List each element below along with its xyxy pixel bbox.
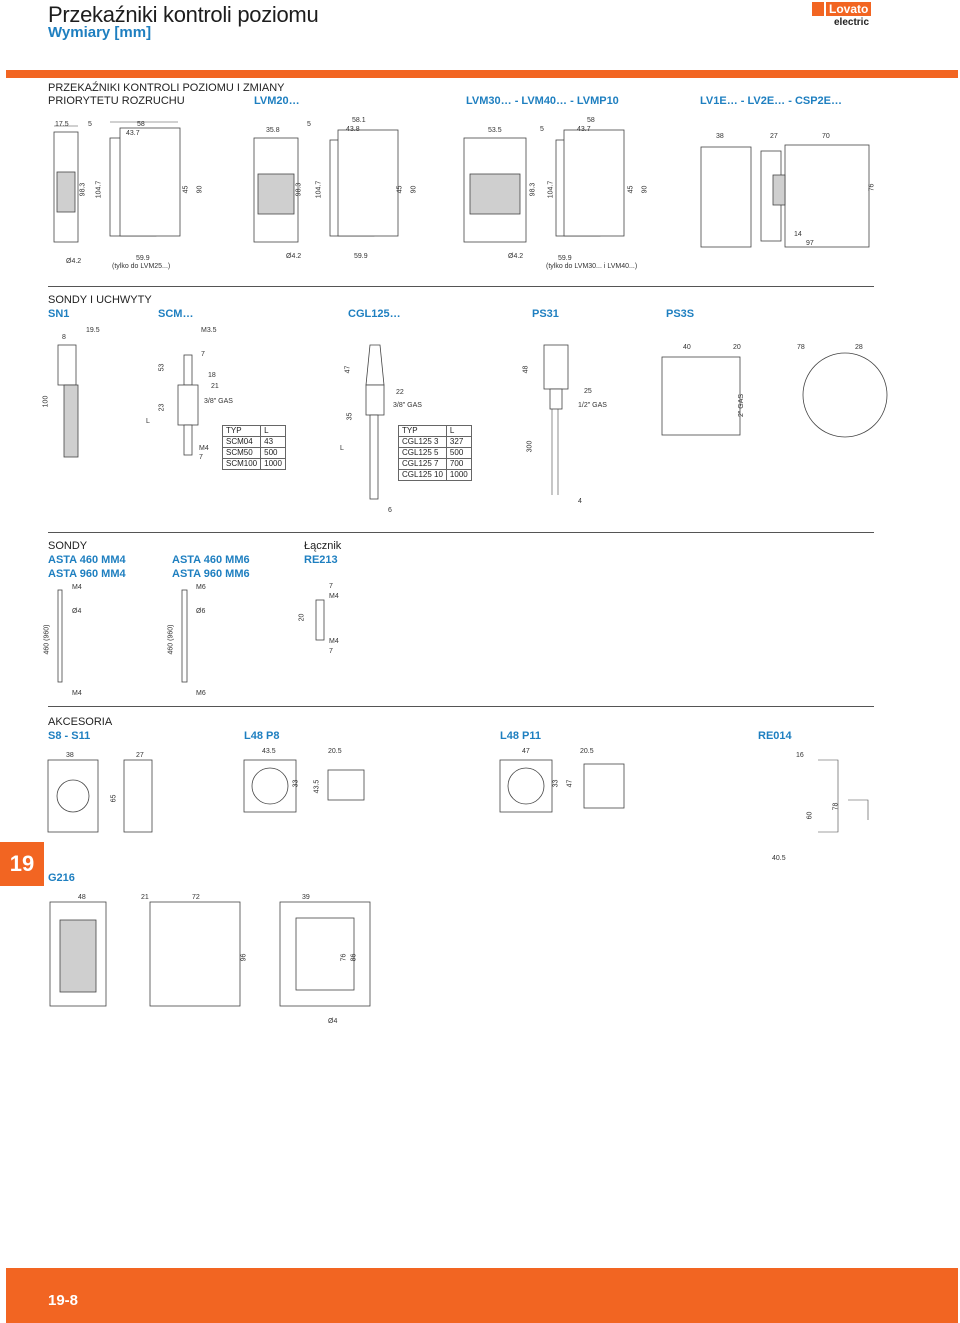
table-cell: 500 [446,448,471,459]
lvm20-module-drawing [250,118,430,278]
page-title: Przekaźniki kontroli poziomu [48,2,319,27]
chapter-tab: 19 [0,842,44,886]
label-lvm30: LVM30… - LVM40… - LVMP10 [466,95,619,107]
dim: 33 [552,779,560,788]
table-row [399,448,472,459]
dim: (tylko do LVM30... i LVM40...) [546,263,638,270]
table-header: TYP [223,426,261,437]
dim: 39 [302,894,310,901]
label-scm: SCM… [158,308,194,320]
dim: 21 [211,383,219,390]
dim: 96 [240,953,248,962]
dim: 53 [158,363,166,372]
dim: 27 [770,133,778,140]
dim: 76 [868,183,876,192]
section1-title-line1: PRZEKAŹNIKI KONTROLI POZIOMU I ZMIANY [48,82,285,94]
dim: 78 [797,344,805,351]
dim: 19.5 [86,327,100,334]
dim: 48 [522,365,530,374]
dim: Ø6 [196,608,206,615]
dim: 58.1 [352,117,366,124]
divider [48,706,874,707]
dim: 23 [158,403,166,412]
dim: 43.8 [346,126,360,133]
dim: 43.7 [126,130,140,137]
divider [48,532,874,533]
dim: 90 [196,185,204,194]
label-s8: S8 - S11 [48,730,91,742]
dim: 45 [182,185,190,194]
dim: 38 [716,133,724,140]
dim: M4 [72,584,82,591]
connector-title: Łącznik [304,540,342,552]
dim: L [146,418,150,425]
label-sn1: SN1 [48,308,70,320]
dim: 27 [136,752,144,759]
dim: 460 (960) [43,624,51,655]
table-row [223,448,286,459]
dim: 20.5 [328,748,342,755]
dim: 59.9 [558,255,572,262]
label-lvm20: LVM20… [254,95,300,107]
label-cgl125: CGL125… [348,308,401,320]
dim: 22 [396,389,404,396]
dim: 7 [199,454,203,461]
table-row [223,459,286,470]
dim: 97 [806,240,814,247]
section3-title: SONDY [48,540,88,552]
table-cell: 500 [261,448,286,459]
dim: (tylko do LVM25...) [112,263,171,270]
dim: 58 [587,117,595,124]
dim: 48 [78,894,86,901]
table-cell: SCM100 [223,459,261,470]
dim: 5 [540,126,544,133]
table-cell: SCM50 [223,448,261,459]
table-row [399,459,472,470]
dim: 65 [110,794,118,803]
dim: M6 [196,690,206,697]
header-bar [6,70,958,78]
dim: 7 [329,648,333,655]
scm-table [222,425,286,470]
dim: 5 [307,121,311,128]
dim: 1/2" GAS [578,402,607,409]
table-cell: CGL125 5 [399,448,447,459]
dim: 6 [388,507,392,514]
logo-square-icon [812,2,824,16]
dim: 38 [66,752,74,759]
dim: 43.5 [262,748,276,755]
dim: 98.3 [529,182,537,197]
label-ps3s: PS3S [666,308,695,320]
dim: 35 [346,412,354,421]
lvm30-drawing [460,118,660,278]
dim: 40.5 [772,855,786,862]
dim: 47 [566,779,574,788]
lv1e-drawing [695,125,895,245]
probe-label: ASTA 960 MM4 [48,568,126,580]
dim: 17.5 [55,121,69,128]
dim: 98.3 [295,182,303,197]
probes-drawing [50,345,930,515]
label-ps31: PS31 [532,308,559,320]
label-l48p8: L48 P8 [244,730,280,742]
dim: 104.7 [95,180,103,199]
dim: 40 [683,344,691,351]
dim: Ø4 [328,1018,338,1025]
logo-brand: Lovato [826,2,871,16]
table-row [399,470,472,481]
dim: 86 [350,953,358,962]
table-row [223,437,286,448]
dim: 20.5 [580,748,594,755]
dim: 28 [855,344,863,351]
dim: 43.7 [577,126,591,133]
dim: 20 [733,344,741,351]
dim: 43.5 [313,779,321,794]
dim: 14 [794,231,802,238]
dim: 70 [822,133,830,140]
lovato-logo [812,2,876,28]
dim: Ø4.2 [286,253,302,260]
section2-title: SONDY I UCHWYTY [48,294,152,306]
dim: M6 [196,584,206,591]
dim: 25 [584,388,592,395]
dim: 58 [137,121,145,128]
table-cell: 43 [261,437,286,448]
table-cell: CGL125 7 [399,459,447,470]
rods-drawing [50,590,350,690]
probe-label: ASTA 460 MM4 [48,554,126,566]
table-header: L [261,426,286,437]
connector-label: RE213 [304,554,338,566]
dim: 47 [522,748,530,755]
table-cell: 1000 [446,470,471,481]
dim: 35.8 [266,127,280,134]
page-number: 19-8 [48,1292,79,1309]
dim: M4 [329,593,339,600]
table-row [399,426,472,437]
dim: 7 [329,583,333,590]
dim: 72 [192,894,200,901]
dim: 7 [201,351,205,358]
label-g216: G216 [48,872,75,884]
probe-label: ASTA 960 MM6 [172,568,250,580]
dim: 4 [578,498,582,505]
dim: L [340,445,344,452]
probe-label: ASTA 460 MM6 [172,554,250,566]
dim: M4 [329,638,339,645]
dim: 59.9 [354,253,368,260]
table-cell: CGL125 10 [399,470,447,481]
label-lv1e: LV1E… - LV2E… - CSP2E… [700,95,843,107]
table-cell: SCM04 [223,437,261,448]
dim: 20 [298,613,306,622]
dim: 60 [806,811,814,820]
dim: 300 [526,440,534,453]
dim: 90 [410,185,418,194]
table-cell: CGL125 3 [399,437,447,448]
g216-drawing [50,902,370,1012]
lvm20-drawing [48,118,228,278]
table-row [223,426,286,437]
table-header: TYP [399,426,447,437]
dim: 45 [627,185,635,194]
dim: 21 [141,894,149,901]
dim: 104.7 [547,180,555,199]
dim: M4 [72,690,82,697]
table-row [399,437,472,448]
dim: 2" GAS [738,393,746,418]
dim: 59.9 [136,255,150,262]
section1-title-line2: PRIORYTETU ROZRUCHU [48,95,185,107]
dim: 33 [292,779,300,788]
dim: 100 [42,395,50,408]
logo-sub: electric [834,17,870,28]
dim: M3.5 [201,327,217,334]
table-header: L [446,426,471,437]
table-cell: 1000 [261,459,286,470]
dim: 53.5 [488,127,502,134]
dim: 5 [88,121,92,128]
dim: 104.7 [315,180,323,199]
dim: 90 [641,185,649,194]
dim: 98.3 [79,182,87,197]
dim: 78 [832,802,840,811]
dim: Ø4.2 [66,258,82,265]
dim: 8 [62,334,66,341]
dim: 45 [396,185,404,194]
dim: M4 [199,445,209,452]
dim: Ø4.2 [508,253,524,260]
dim: 460 (960) [167,624,175,655]
table-cell: 327 [446,437,471,448]
dim: 3/8" GAS [204,398,233,405]
footer-bar [6,1268,958,1323]
dim: Ø4 [72,608,82,615]
dim: 18 [208,372,216,379]
label-l48p11: L48 P11 [500,730,541,742]
page-subtitle: Wymiary [mm] [48,24,152,41]
section4-title: AKCESORIA [48,716,113,728]
cgl-table [398,425,472,481]
dim: 3/8" GAS [393,402,422,409]
dim: 76 [340,953,348,962]
divider [48,286,874,287]
label-re014: RE014 [758,730,792,742]
dim: 47 [344,365,352,374]
table-cell: 700 [446,459,471,470]
accessories-drawing [48,760,918,840]
dim: 16 [796,752,804,759]
